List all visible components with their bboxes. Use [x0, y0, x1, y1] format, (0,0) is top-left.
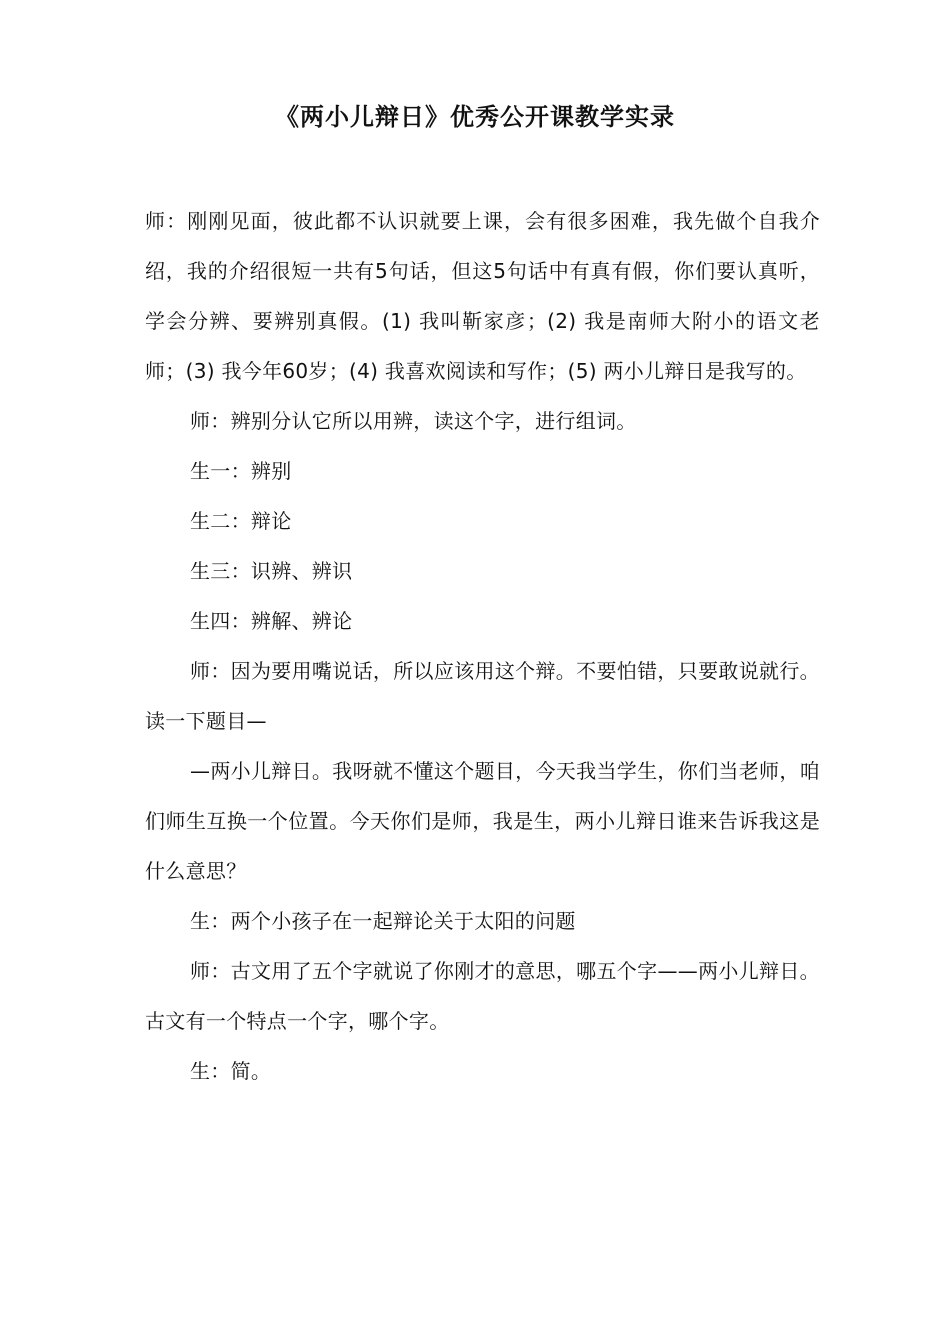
paragraph-teacher-bian: 师：辨别分认它所以用辨，读这个字，进行组词。 — [190, 409, 637, 433]
paragraph-student-answer: 生：两个小孩子在一起辩论关于太阳的问题 — [190, 909, 576, 933]
paragraph-teacher-intro: 师：刚刚见面，彼此都不认识就要上课，会有很多困难，我先做个自我介绍，我的介绍很短一共有5句话，但这5句话中有真有假，你们要认真听，学会分辨、要辨别真假。(1) 我叫靳家彦；(2) 我是南师大附小的语文老师；(3) 我今年60岁；(4) 我喜欢阅读和写作；(5) 两小儿辩日是我写的。 — [145, 209, 820, 383]
paragraph-student-jian: 生：简。 — [190, 1059, 272, 1083]
document-body — [145, 196, 820, 1096]
paragraph-teacher-read-title: 师：因为要用嘴说话，所以应该用这个辩。不要怕错，只要敢说就行。读一下题目— — [145, 659, 820, 733]
paragraph-student-1: 生一：辨别 — [190, 459, 292, 483]
paragraph-student-2: 生二：辩论 — [190, 509, 292, 533]
document-title: 《两小儿辩日》优秀公开课教学实录 — [275, 103, 675, 131]
paragraph-student-3: 生三：识辨、辨识 — [190, 559, 353, 583]
paragraph-teacher-ancient-text: 师：古文用了五个字就说了你刚才的意思，哪五个字——两小儿辩日。古文有一个特点一个字，哪个字。 — [145, 959, 820, 1033]
paragraph-teacher-role-swap: —两小儿辩日。我呀就不懂这个题目，今天我当学生，你们当老师，咱们师生互换一个位置。今天你们是师，我是生，两小儿辩日谁来告诉我这是什么意思？ — [145, 759, 820, 883]
paragraph-student-4: 生四：辨解、辨论 — [190, 609, 353, 633]
